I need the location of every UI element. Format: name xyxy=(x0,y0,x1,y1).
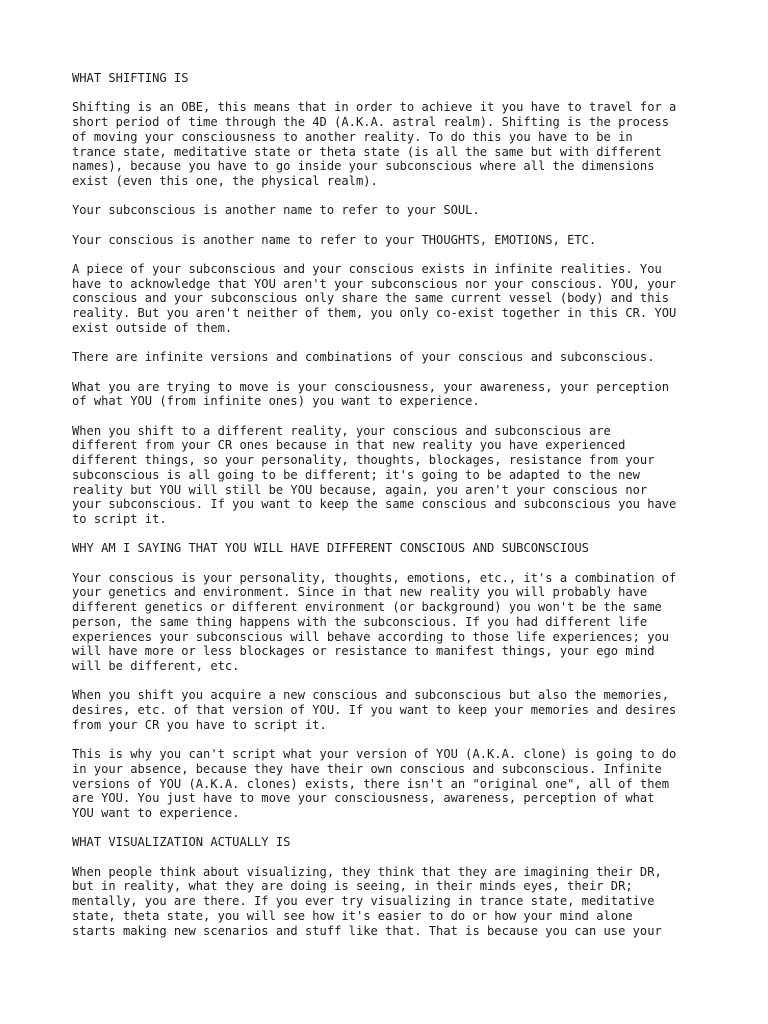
paragraph-consciousness-move: What you are trying to move is your consciousness, your awareness, your perception of what YOU (from infinite ones) you want to experience. xyxy=(72,379,670,409)
paragraph-visualizing: When people think about visualizing, they think that they are imagining their DR, but in reality, what they are doing is seeing, in their minds eyes, their DR; mentally, you are there. If you ever try visualizing in trance state, meditative state, theta state, you will see how it's easier to do or how your mind alone starts making new scenarios and stuff like that. That is because you can use your xyxy=(72,864,662,938)
document-body xyxy=(72,71,712,953)
paragraph-subconscious-soul: Your subconscious is another name to refer to your SOUL. xyxy=(72,203,480,218)
paragraph-conscious-thoughts: Your conscious is another name to refer to your THOUGHTS, EMOTIONS, ETC. xyxy=(72,232,597,247)
section-heading-why-different: WHY AM I SAYING THAT YOU WILL HAVE DIFFERENT CONSCIOUS AND SUBCONSCIOUS xyxy=(72,541,589,556)
paragraph-different-reality: When you shift to a different reality, your conscious and subconscious are different from your CR ones because in that new reality you have experienced different things, so your personality, thoughts, blockages, resistance from your subconscious is all going to be different; it's going to be adapted to the new reality but YOU will still be YOU because, again, you aren't your conscious nor your subconscious. If you want to keep the same conscious and subconscious you have to script it. xyxy=(72,423,677,526)
paragraph-infinite-realities: A piece of your subconscious and your conscious exists in infinite realities. You have to acknowledge that YOU aren't your subconscious nor your conscious. YOU, your conscious and your subconscious only share the same current vessel (body) and this reality. But you aren't neither of them, you only co-exist together in this CR. YOU exist outside of them. xyxy=(72,262,677,335)
paragraph-shifting-definition: Shifting is an OBE, this means that in order to achieve it you have to travel for a short period of time through the 4D (A.K.A. astral realm). Shifting is the process of moving your consciousness to another reality. To do this you have to be in trance state, meditative state or theta state (is all the same but with different names), because you have to go inside your subconscious where all the dimensions exist (even this one, the physical realm). xyxy=(72,100,677,188)
paragraph-acquire-memories: When you shift you acquire a new conscious and subconscious but also the memories, desires, etc. of that version of YOU. If you want to keep your memories and desires from your CR you have to script it. xyxy=(72,688,677,732)
paragraph-conscious-personality: Your conscious is your personality, thoughts, emotions, etc., it's a combination of your genetics and environment. Since in that new reality you will probably have different genetics or different environment (or background) you won't be the same person, the same thing happens with the subconscious. If you had different life experiences your subconscious will behave according to those life experiences; you will have more or less blockages or resistance to manifest things, your ego mind will be different, etc. xyxy=(72,570,677,673)
section-heading-what-shifting-is: WHAT SHIFTING IS xyxy=(72,71,189,85)
section-heading-visualization: WHAT VISUALIZATION ACTUALLY IS xyxy=(72,835,291,850)
paragraph-clones: This is why you can't script what your version of YOU (A.K.A. clone) is going to do in your absence, because they have their own conscious and subconscious. Infinite versions of YOU (A.K.A. clones) exists, there isn't an "original one", all of them are YOU. You just have to move your consciousness, awareness, perception of what YOU want to experience. xyxy=(72,747,677,820)
paragraph-infinite-versions: There are infinite versions and combinations of your conscious and subconscious. xyxy=(72,350,655,365)
